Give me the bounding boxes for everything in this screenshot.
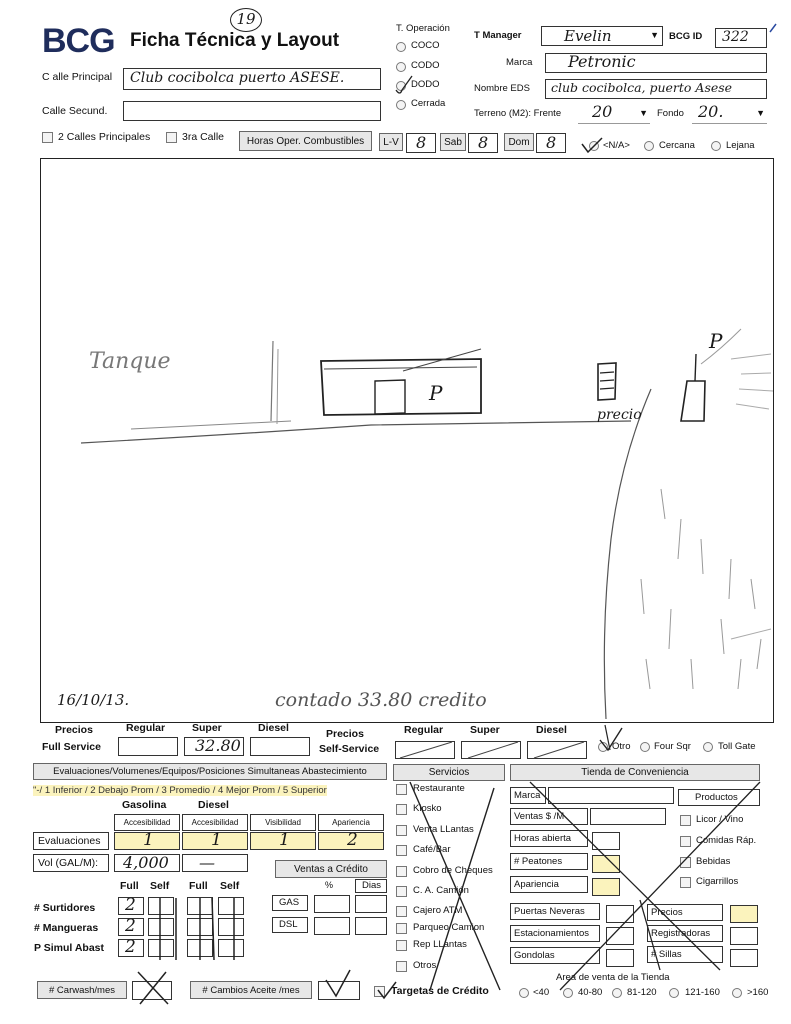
precios-label: Precios — [55, 724, 93, 736]
manager-label: T Manager — [474, 30, 522, 41]
marca-label: Marca — [506, 57, 533, 68]
simul-label: P Simul Abast — [34, 942, 105, 954]
gasolina-label: Gasolina — [122, 799, 167, 811]
evaluaciones-scale: "-/ 1 Inferior / 2 Debajo Prom / 3 Promedio / 4 Mejor Prom / 5 Superior — [33, 785, 327, 796]
frente-dropdown-icon[interactable]: ▼ — [639, 108, 648, 118]
lv-value: 8 — [416, 133, 427, 152]
producto-bebidas: Bebidas — [696, 856, 731, 867]
option-dodo: DODO — [411, 79, 440, 90]
sketch-date: 16/10/13. — [57, 691, 130, 709]
dsl-label: DSL — [279, 919, 298, 930]
tarjetas-label: Targetas de Crédito — [391, 985, 489, 997]
productos-label: Productos — [695, 792, 738, 803]
sillas-label: # Sillas — [651, 949, 682, 960]
sketch-tanque-label: Tanque — [89, 349, 171, 374]
sab-label: Sab — [440, 133, 466, 151]
servicio-cafe-bar: Café/Bar — [413, 844, 451, 855]
producto-comidas-rap: Comidas Ráp. — [696, 835, 757, 846]
layout-sketch — [41, 159, 775, 724]
surtidores-label: # Surtidores — [34, 902, 96, 914]
surtidores-value: 2 — [125, 895, 136, 915]
evaluaciones-label: Evaluaciones — [38, 835, 101, 847]
dom-value: 8 — [546, 133, 557, 152]
servicios-header: Servicios — [393, 764, 505, 781]
tienda-header: Tienda de Conveniencia — [510, 764, 760, 781]
page-title: Ficha Técnica y Layout — [130, 30, 340, 51]
bcg-id-label: BCG ID — [669, 31, 703, 42]
full-diesel-header: Diesel — [258, 722, 289, 734]
self-regular-header: Regular — [404, 724, 444, 736]
header-pen-marks — [0, 0, 791, 160]
horas-oper-button[interactable]: Horas Oper. Combustibles — [239, 131, 372, 151]
dos-calles-label: 2 Calles Principales — [58, 131, 151, 143]
option-coco: COCO — [411, 40, 440, 51]
servicio-ca-camion: C. A. Camión — [413, 885, 469, 896]
tienda-marca-label: Marca — [514, 790, 541, 801]
option-cercana: Cercana — [659, 140, 695, 151]
full-super-header: Super — [192, 722, 222, 734]
simul-value: 2 — [125, 937, 136, 957]
sketch-pump-label: P — [429, 381, 443, 405]
option-four-sqr: Four Sqr — [654, 741, 691, 752]
circled-number: 19 — [230, 8, 262, 32]
servicio-kiosko: Kiosko — [413, 803, 442, 814]
vol-diesel-value: — — [199, 853, 215, 872]
manager-dropdown-icon[interactable]: ▼ — [650, 30, 659, 40]
eds-value: club cocibolca, puerto Asese — [551, 80, 733, 95]
area-option-gt160: >160 — [747, 987, 769, 998]
col-accesibilidad-diesel: Accesibilidad — [182, 814, 248, 831]
self-label-diesel: Self — [220, 880, 240, 892]
gas-label: GAS — [279, 897, 300, 908]
full-super-value: 32.80 — [195, 736, 241, 755]
terreno-label: Terreno (M2): Frente — [474, 108, 562, 119]
eval-value-4: 2 — [347, 830, 358, 850]
eds-label: Nombre EDS — [474, 83, 530, 94]
servicio-otros: Otros — [413, 960, 437, 971]
producto-licor-vino: Licor / Vino — [696, 814, 744, 825]
carwash-label: # Carwash/mes — [37, 981, 127, 999]
bcg-id-value: 322 — [722, 29, 749, 45]
vol-label: Vol (GAL/M): — [38, 857, 99, 869]
fondo-value: 20. — [698, 102, 724, 121]
eval-value-3: 1 — [279, 830, 290, 850]
area-option-lt40: <40 — [533, 987, 550, 998]
calle-secundaria-label: Calle Secund. — [42, 105, 108, 117]
self-label-gas: Self — [150, 880, 170, 892]
full-service-label: Full Service — [42, 741, 101, 753]
evaluaciones-banner: Evaluaciones/Volumenes/Equipos/Posiciones Simultaneas Abastecimiento — [33, 763, 387, 780]
area-option-81-120: 81-120 — [627, 987, 657, 998]
layout-sketch-area — [40, 158, 774, 723]
bcg-logo: BCG — [42, 22, 115, 60]
col-apariencia: Apariencia — [318, 814, 384, 831]
option-cerrada: Cerrada — [411, 98, 446, 109]
sketch-precio-label: precio — [597, 407, 642, 423]
area-option-40-80: 40-80 — [578, 987, 603, 998]
mangueras-label: # Mangueras — [34, 922, 99, 934]
registradoras-label: Registradoras — [651, 928, 711, 939]
horas-abierta-label: Horas abierta — [514, 833, 572, 844]
servicio-cobro-cheques: Cobro de Cheques — [413, 865, 493, 876]
eval-value-2: 1 — [211, 830, 222, 850]
self-service-label: Self-Service — [319, 743, 380, 755]
pct-label: % — [325, 880, 334, 890]
gondolas-label: Gondolas — [514, 950, 555, 961]
option-na: <N/A> — [603, 140, 630, 151]
calle-principal-label: C alle Principal — [42, 71, 113, 83]
fondo-dropdown-icon[interactable]: ▼ — [756, 108, 765, 118]
lv-label: L-V — [379, 133, 403, 151]
estacionamientos-label: Estacionamientos — [514, 928, 589, 939]
marca-value: Petronic — [568, 52, 636, 71]
diesel-eval-label: Diesel — [198, 799, 229, 811]
mangueras-value: 2 — [125, 916, 136, 936]
eval-value-1: 1 — [143, 830, 154, 850]
calle-principal-value: Club cocibolca puerto ASESE. — [130, 70, 345, 86]
full-label-gas: Full — [120, 880, 139, 892]
servicio-cajero-atm: Cajero ATM — [413, 905, 463, 916]
option-lejana: Lejana — [726, 140, 755, 151]
ventas-label: Ventas $ /M — [514, 811, 565, 822]
servicio-parqueo-camion: Parqueo Camion — [413, 922, 485, 933]
servicio-rep-llantas: Rep LLantas — [413, 939, 467, 950]
dom-label: Dom — [504, 133, 534, 151]
option-codo: CODO — [411, 60, 440, 71]
sketch-pole-label: P — [709, 329, 723, 353]
manager-value: Evelin — [564, 27, 612, 45]
self-super-header: Super — [470, 724, 500, 736]
precios-tienda-label: Precios — [651, 907, 683, 918]
servicio-venta-llantas: Venta LLantas — [413, 824, 474, 835]
full-label-diesel: Full — [189, 880, 208, 892]
area-venta-label: Area de venta de la Tienda — [556, 972, 670, 983]
fondo-label: Fondo — [657, 108, 684, 119]
puertas-label: Puertas Neveras — [514, 906, 585, 917]
sketch-note: contado 33.80 credito — [275, 689, 487, 711]
ventas-credito-button[interactable]: Ventas a Crédito — [275, 860, 387, 878]
peatones-label: # Peatones — [514, 856, 563, 867]
option-otro: Otro — [612, 741, 631, 752]
sab-value: 8 — [478, 133, 489, 152]
full-regular-header: Regular — [126, 722, 166, 734]
bottom-pen-marks — [0, 720, 791, 1024]
cambios-aceite-label: # Cambios Aceite /mes — [190, 981, 312, 999]
self-diesel-header: Diesel — [536, 724, 567, 736]
self-precios-label: Precios — [326, 728, 364, 740]
option-toll-gate: Toll Gate — [718, 741, 756, 752]
dias-label: Dias — [362, 880, 382, 891]
apariencia-label: Apariencia — [514, 879, 559, 890]
operacion-label: T. Operación — [396, 23, 450, 34]
col-visibilidad: Visibilidad — [250, 814, 316, 831]
vol-gas-value: 4,000 — [123, 853, 169, 872]
frente-value: 20 — [592, 102, 613, 121]
col-accesibilidad-gas: Accesibilidad — [114, 814, 180, 831]
area-option-121-160: 121-160 — [685, 987, 720, 998]
producto-cigarrillos: Cigarrillos — [696, 876, 739, 887]
tercera-calle-label: 3ra Calle — [182, 131, 225, 143]
servicio-restaurante: Restaurante — [413, 783, 465, 794]
